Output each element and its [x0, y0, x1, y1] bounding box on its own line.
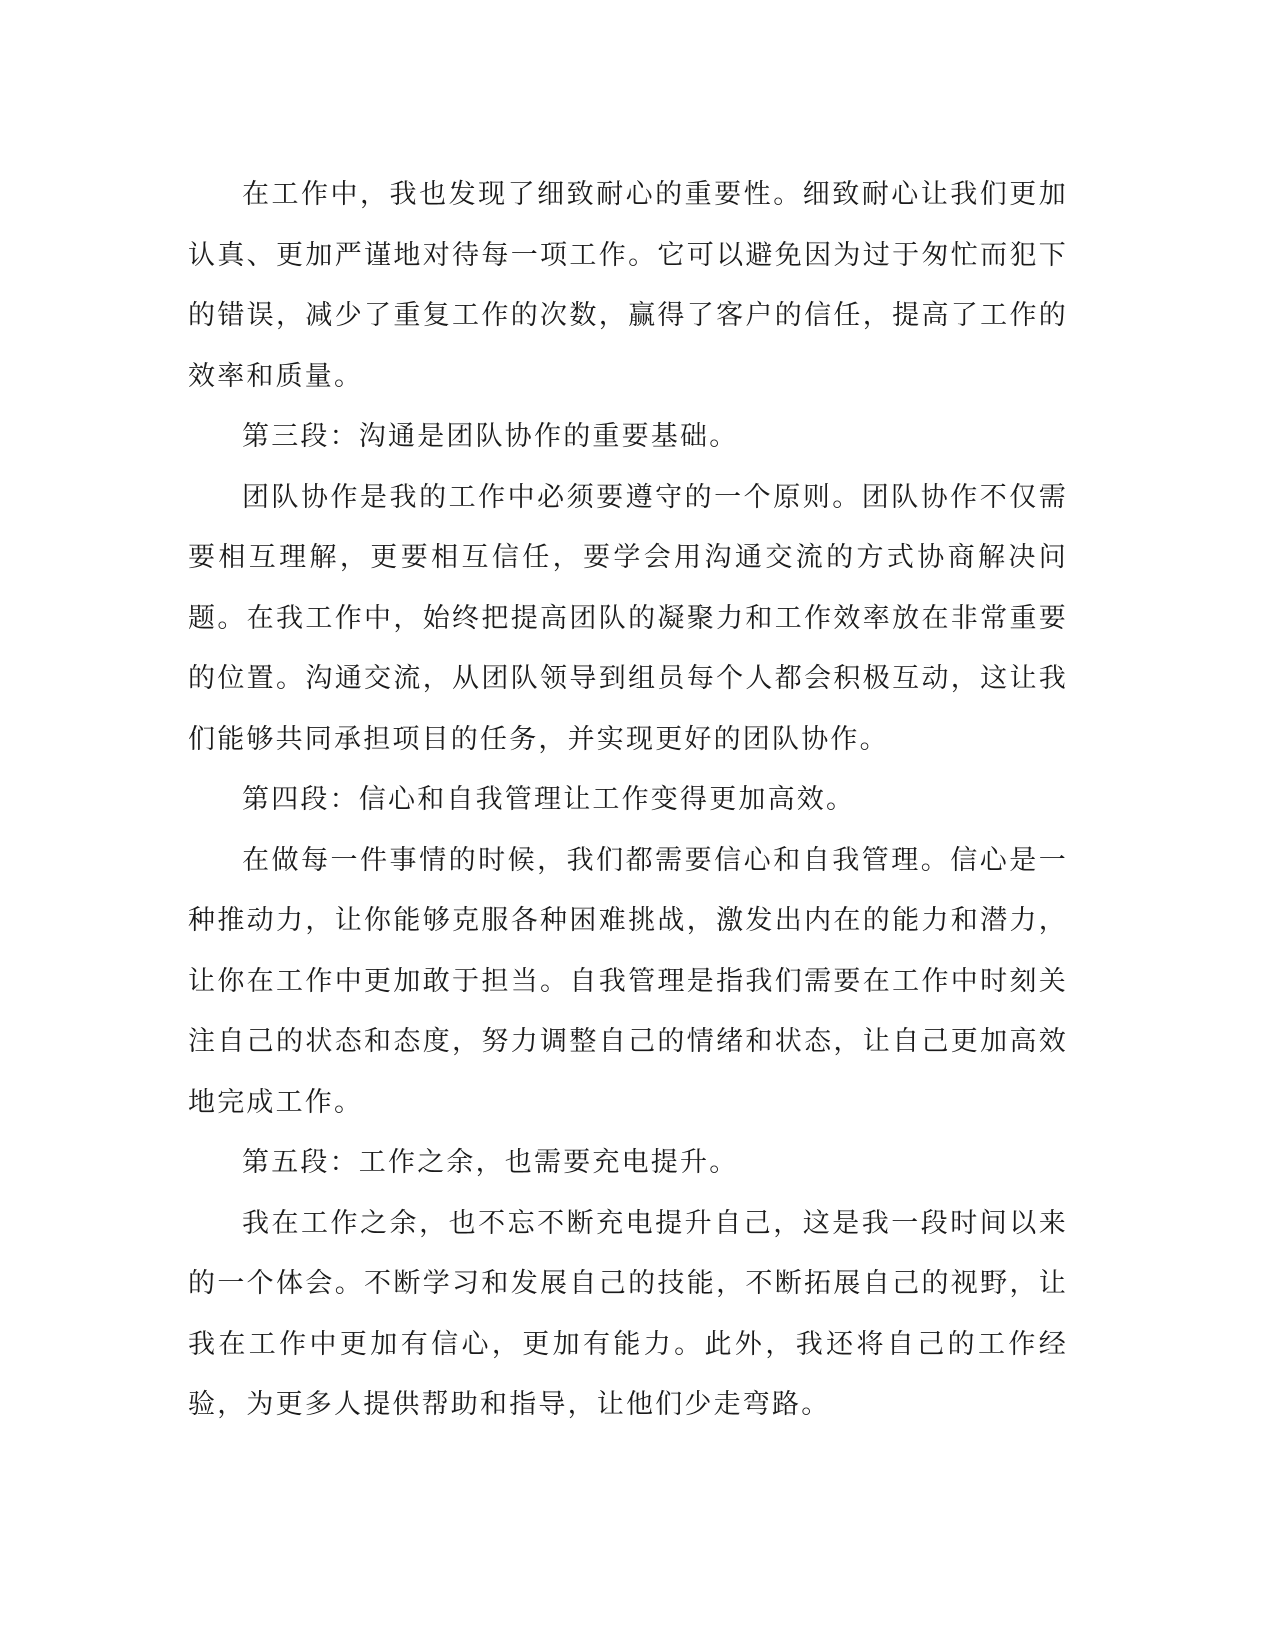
- section-heading-3: 第三段：沟通是团队协作的重要基础。: [242, 421, 739, 452]
- paragraph-confidence-self-management: 在做每一件事情的时候，我们都需要信心和自我管理。信心是一种推动力，让你能够克服各种困难挑战，激发出内在的能力和潜力，让你在工作中更加敢于担当。自我管理是指我们需要在工作中时刻关注自己的状态和态度，努力调整自己的情绪和状态，让自己更加高效地完成工作。: [188, 844, 1068, 1118]
- paragraph-teamwork: 团队协作是我的工作中必须要遵守的一个原则。团队协作不仅需要相互理解，更要相互信任，要学会用沟通交流的方式协商解决问题。在我工作中，始终把提高团队的凝聚力和工作效率放在非常重要的位置。沟通交流，从团队领导到组员每个人都会积极互动，这让我们能够共同承担项目的任务，并实现更好的团队协作。: [188, 481, 1068, 755]
- section-heading-5: 第五段：工作之余，也需要充电提升。: [242, 1147, 739, 1178]
- paragraph-self-improvement: 我在工作之余，也不忘不断充电提升自己，这是我一段时间以来的一个体会。不断学习和发展自己的技能，不断拓展自己的视野，让我在工作中更加有信心，更加有能力。此外，我还将自己的工作经验，为更多人提供帮助和指导，让他们少走弯路。: [188, 1207, 1068, 1420]
- paragraph-attention-to-detail: 在工作中，我也发现了细致耐心的重要性。细致耐心让我们更加认真、更加严谨地对待每一项工作。它可以避免因为过于匆忙而犯下的错误，减少了重复工作的次数，赢得了客户的信任，提高了工作的效率和质量。: [188, 179, 1068, 392]
- document-body: [188, 165, 1068, 1436]
- section-heading-4: 第四段：信心和自我管理让工作变得更加高效。: [242, 784, 856, 815]
